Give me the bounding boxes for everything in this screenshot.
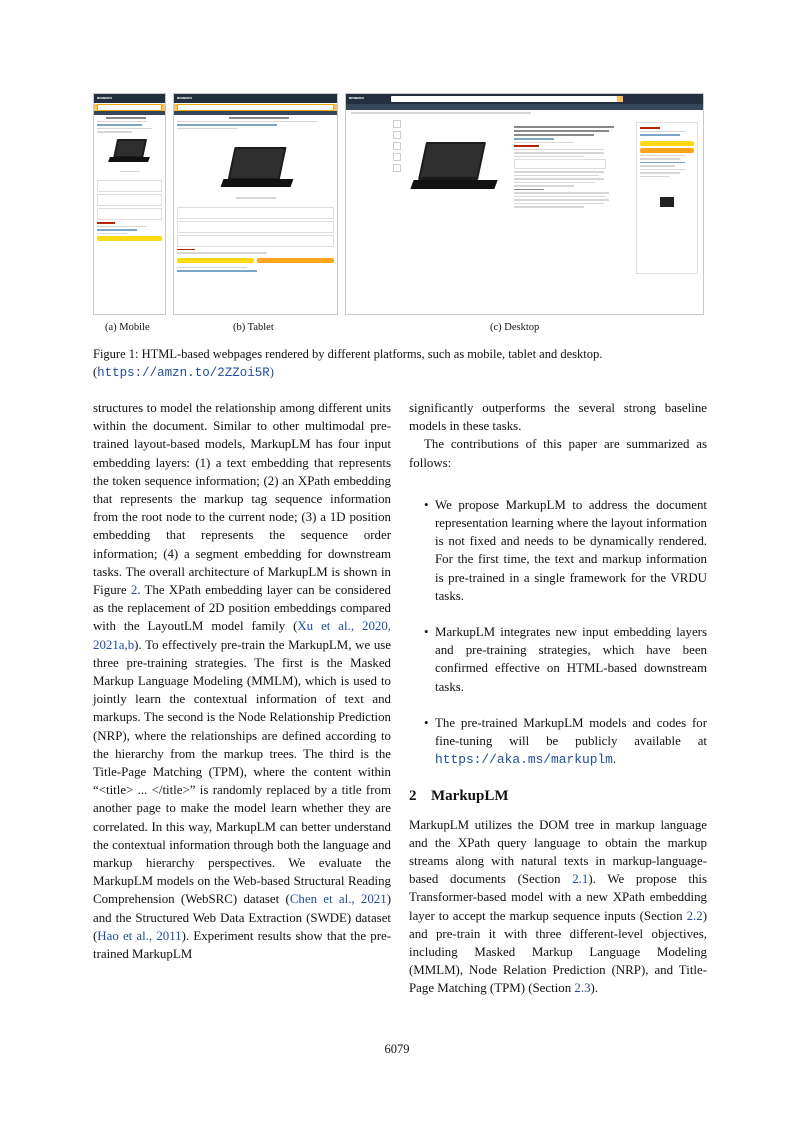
citation-link[interactable]: Chen et al., 2021 [289, 892, 387, 907]
store-logo: amazon [177, 95, 192, 100]
caption-url-link[interactable]: https://amzn.to/2ZZoi5R [97, 366, 270, 380]
contributions-list [409, 496, 707, 770]
text-span: ). [590, 981, 599, 996]
paragraph [93, 399, 391, 963]
citation-link[interactable]: Hao et al., 2011 [97, 928, 182, 943]
caption-end: ) [269, 365, 274, 379]
text-span: ). We propose this Transformer-based model with a new XPath embedding layer to accept the markup sequence inputs (Section [409, 872, 707, 923]
store-header [94, 94, 165, 103]
markuplm-url-link[interactable]: https://aka.ms/markuplm [435, 752, 613, 768]
product-image [107, 137, 153, 163]
subcaption-tablet: (b) Tablet [233, 322, 274, 333]
buy-now-button [640, 148, 694, 153]
text-span: . The XPath embedding layer can be considered as the replacement of 2D position embeddings compared with the LayoutLM model family ( [93, 583, 391, 634]
buy-box [636, 122, 698, 274]
desktop-screenshot [345, 93, 704, 315]
list-item: • We propose MarkupLM to address the document representation learning where the layout information is not fixed and needs to be dynamically rendered. For the first time, the text and markup information is pre-trained in a single framework for the VRDU tasks. [409, 496, 707, 605]
paragraph: The contributions of this paper are summarized as follows: [409, 437, 707, 470]
text-span: The pre-trained MarkupLM models and codes for fine-tuning will be publicly available at [435, 715, 707, 749]
add-to-cart-button [97, 236, 162, 241]
subcaption-mobile: (a) Mobile [105, 322, 150, 333]
list-item: • MarkupLM integrates new input embedding layers and pre-training strategies, which have been confirmed effective on HTML-based downstream tasks. [409, 623, 707, 696]
text-span: . [612, 752, 617, 767]
paragraph: significantly outperforms the several strong baseline models in these tasks. [409, 401, 707, 434]
list-item [409, 714, 707, 770]
left-column [93, 399, 391, 963]
paragraph [409, 816, 707, 998]
store-logo: amazon [349, 95, 364, 100]
add-to-cart-button [640, 141, 694, 146]
section-number: 2 [409, 788, 417, 805]
store-logo: amazon [97, 95, 112, 100]
text-span: MarkupLM utilizes the DOM tree in markup language and the XPath query language to obtain the markup streams along with natural texts in markup-language-based documents (Section [409, 817, 707, 887]
tablet-screenshot [173, 93, 338, 315]
subcaption-desktop: (c) Desktop [490, 322, 540, 333]
section-ref-link[interactable]: 2.2 [686, 908, 703, 923]
product-image [216, 143, 296, 189]
text-span: ) and the Structured Web Data Extraction (SWDE) dataset ( [93, 892, 391, 943]
text-span: ). Experiment results show that the pre-trained MarkupLM [93, 928, 391, 962]
search-bar [97, 104, 162, 111]
add-to-cart-button [177, 258, 254, 263]
text-span: ). To effectively pre-train the MarkupLM, we use three pre-training strategies. The first is the Masked Markup Language Modeling (MMLM), which is used to jointly learn the contextual information of text and markups. The second is the Node Relationship Prediction (NRP), where the relationships are defined according to the hierarchy from the markup trees. The third is the Title-Page Matching (TPM), where the content within “<title> ... </title>” is randomly replaced by a title from another page to make the model learn whether they are correlated. In this way, MarkupLM can better understand the contextual information through both the language and markup hierarchy perspectives. We evaluate the MarkupLM models on the Web-based Structural Reading Comprehension (WebSRC) dataset ( [93, 637, 391, 907]
right-column [409, 399, 707, 998]
section-ref-link[interactable]: 2.3 [574, 981, 591, 996]
citation-link[interactable]: Xu et al., 2020, 2021a,b [93, 619, 391, 652]
text-span: ) and pre-train it with three different-level objectives, including Masked Markup Language Modeling (MMLM), Node Relation Prediction (NRP), and Title-Page Matching (TPM) (Section [409, 908, 707, 996]
section-heading [409, 787, 707, 805]
section-ref-link[interactable]: 2.1 [572, 872, 589, 887]
page-number: 6079 [384, 1042, 410, 1056]
figure-ref-link[interactable]: 2 [130, 583, 138, 598]
figure-1 [93, 93, 704, 315]
product-image [408, 138, 498, 193]
text-span: structures to model the relationship among different units within the document. Similar to other multimodal pre-trained layout-based models, MarkupLM has four input embedding layers: (1) a text embedding that represents the token sequence information; (2) an XPath embedding that represents the markup tag sequence information from the root node to the current node; (3) a 1D position embedding that represents the sequence order information; (4) a segment embedding for downstream tasks. The overall architecture of MarkupLM is shown in Figure [93, 401, 391, 598]
mobile-screenshot [93, 93, 166, 315]
buy-now-button [257, 258, 334, 263]
section-title: MarkupLM [431, 788, 509, 805]
figure-caption [93, 345, 708, 382]
caption-text: HTML-based webpages rendered by different platforms, such as mobile, tablet and desktop. ( [93, 347, 603, 379]
figure-label: Figure 1: [93, 347, 139, 361]
search-bar [177, 104, 334, 111]
